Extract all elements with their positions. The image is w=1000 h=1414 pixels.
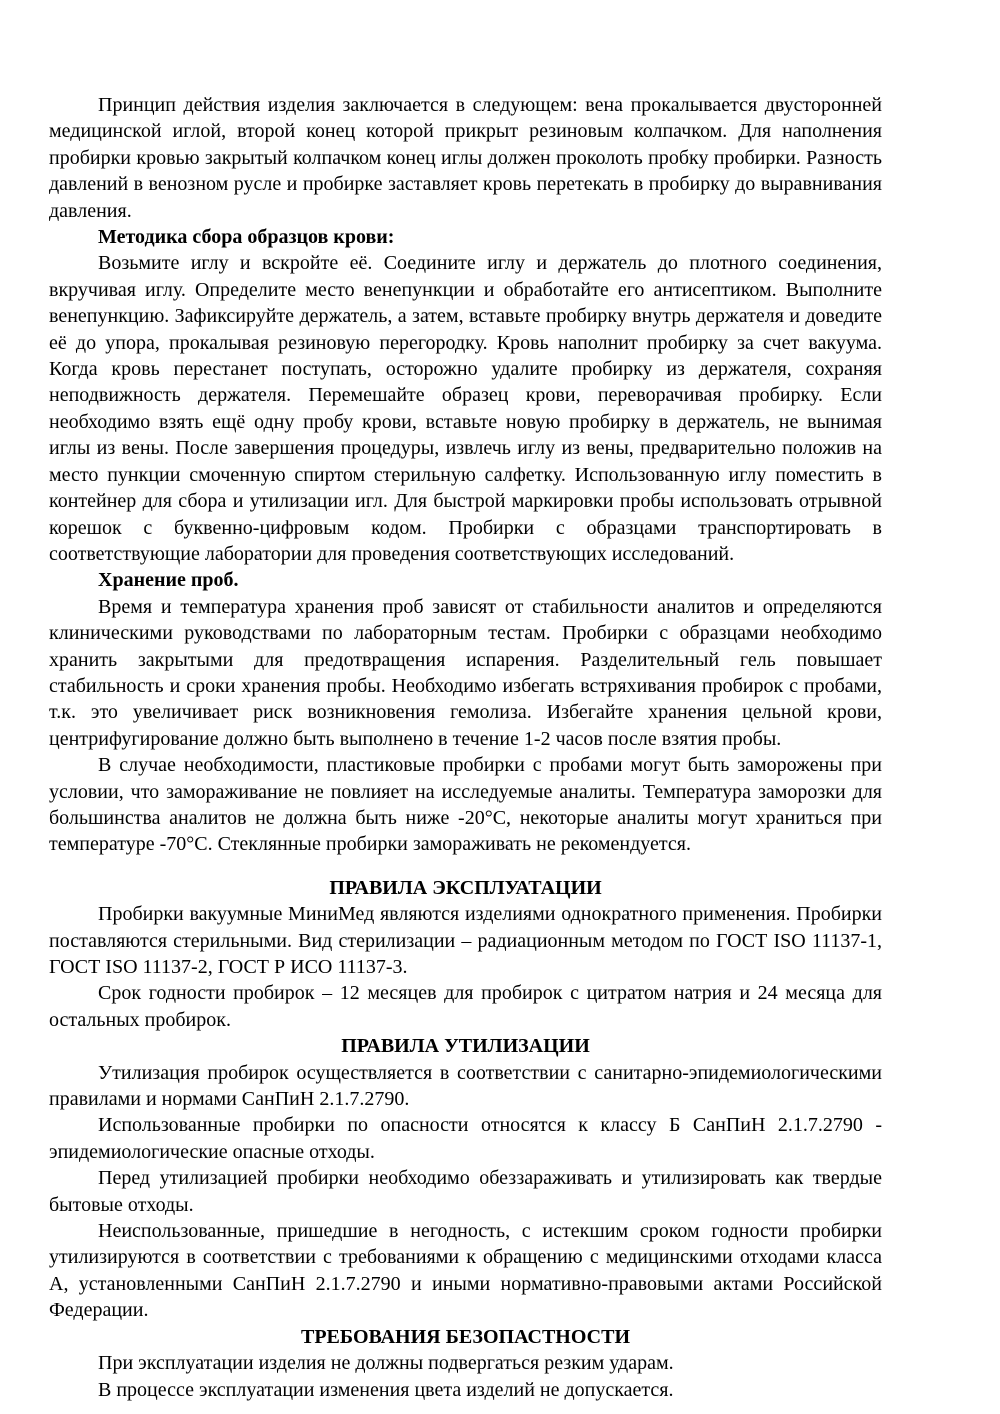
para-blood-collection-procedure: Возьмите иглу и вскройте её. Соедините иглу и держатель до плотного соединения, вкручивая иглу. Определите место венепункции и обработайте его антисептиком. Выполните венепункцию. Зафиксируйте держатель, а затем, вставьте пробирку внутрь держателя и доведите её до упора, прокалывая резиновую перегородку. Кровь наполнит пробирку за счет вакуума. Когда кровь перестанет поступать, осторожно удалите пробирку из держателя, сохраняя неподвижность держателя. Перемешайте образец крови, переворачивая пробирку. Если необходимо взять ещё одну пробу крови, вставьте новую пробирку в держатель, не вынимая иглы из вены. После завершения процедуры, извлечь иглу из вены, предварительно положив на место пункции смоченную спиртом стерильную салфетку. Использованную иглу поместить в контейнер для сбора и утилизации игл. Для быстрой маркировки пробы использовать отрывной корешок с буквенно-цифровым кодом. Пробирки с образцами транспортировать в соответствующие лаборатории для проведения соответствующих исследований.: [49, 252, 882, 565]
heading-blood-collection-method: Методика сбора образцов крови:: [98, 226, 395, 249]
para-no-color-change: В процессе эксплуатации изменения цвета изделий не допускается.: [98, 1378, 674, 1401]
para-storage-conditions: Время и температура хранения проб зависят от стабильности аналитов и определяются клиническими руководствами по лабораторным тестам. Пробирки с образцами необходимо хранить закрытыми для предотвращения испарения. Разделительный гель повышает стабильность и сроки хранения пробы. Необходимо избегать встряхивания пробирок с пробами, т.к. это увеличивает риск возникновения гемолиза. Избегайте хранения цельной крови, центрифугирование должно быть выполнено в течение 1-2 часов после взятия пробы.: [49, 595, 882, 750]
para-disposal-sanpin: Утилизация пробирок осуществляется в соответствии с санитарно-эпидемиологическими правилами и нормами СанПиН 2.1.7.2790.: [49, 1061, 882, 1111]
para-disinfection-before-disposal: Перед утилизацией пробирки необходимо обеззараживать и утилизировать как твердые бытовые отходы.: [49, 1167, 882, 1216]
para-used-tubes-hazard-class: Использованные пробирки по опасности относятся к классу Б СанПиН 2.1.7.2790 - эпидемиологические опасные отходы.: [49, 1114, 882, 1163]
para-principle-of-operation: Принцип действия изделия заключается в следующем: вена прокалывается двусторонней медицинской иглой, второй конец которой прикрыт резиновым колпачком. Для наполнения пробирки кровью закрытый колпачком конец иглы должен проколоть пробку пробирки. Разность давлений в венозном русле и пробирке заставляет кровь перетекать в пробирку до выравнивания давления.: [49, 94, 882, 222]
para-no-sharp-impacts: При эксплуатации изделия не должны подвергаться резким ударам.: [98, 1352, 674, 1375]
heading-safety-requirements: ТРЕБОВАНИЯ БЕЗОПАСТНОСТИ: [300, 1325, 631, 1348]
heading-sample-storage: Хранение проб.: [98, 569, 239, 592]
para-sterilization: Пробирки вакуумные МиниМед являются изделиями однократного применения. Пробирки поставляются стерильными. Вид стерилизации – радиационным методом по ГОСТ ISO 11137-1, ГОСТ ISO 11137-2, ГОСТ Р ИСО 11137-3.: [49, 903, 882, 978]
para-freezing-conditions: В случае необходимости, пластиковые пробирки с пробами могут быть заморожены при условии, что замораживание не повлияет на исследуемые аналиты. Температура заморозки для большинства аналитов не должна быть ниже -20°С, некоторые аналиты могут храниться при температуре -70°С. Стеклянные пробирки замораживать не рекомендуется.: [49, 754, 882, 856]
heading-disposal-rules: ПРАВИЛА УТИЛИЗАЦИИ: [341, 1035, 590, 1058]
heading-operation-rules: ПРАВИЛА ЭКСПЛУАТАЦИИ: [329, 876, 602, 899]
para-unused-tubes-disposal: Неиспользованные, пришедшие в негодность, с истекшим сроком годности пробирки утилизируются в соответствии с требованиями к обращению с медицинскими отходами класса А, установленными СанПиН 2.1.7.2790 и иными нормативно-правовыми актами Российской Федерации.: [49, 1220, 882, 1322]
para-shelf-life: Срок годности пробирок – 12 месяцев для пробирок с цитратом натрия и 24 месяца для остальных пробирок.: [49, 982, 882, 1031]
